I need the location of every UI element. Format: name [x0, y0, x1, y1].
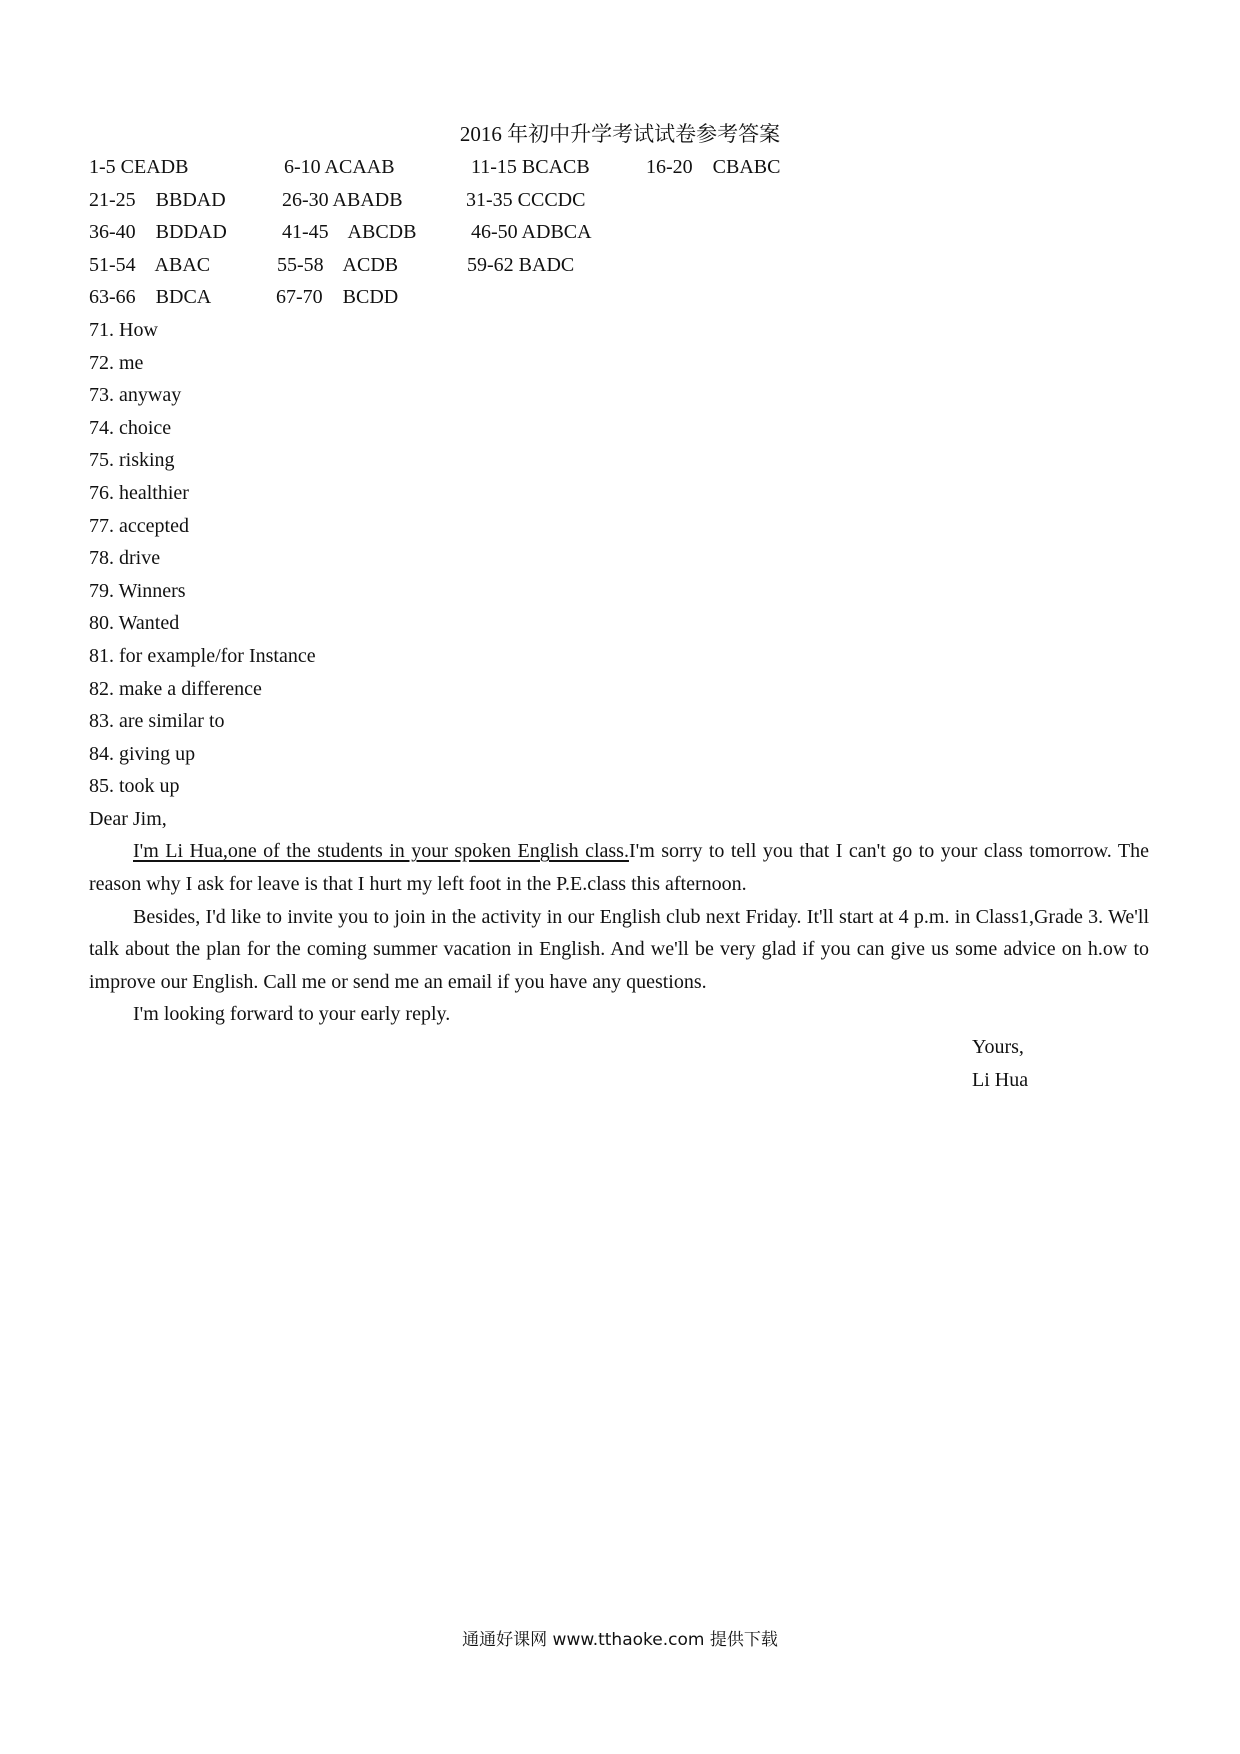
mc-answer: 46-50 ADBCA — [471, 221, 592, 244]
fill-in-answer: 85. took up — [89, 775, 180, 798]
letter-signature: Li Hua — [972, 1068, 1029, 1091]
fill-in-answer: 83. are similar to — [89, 710, 225, 733]
mc-answer: 51-54 ABAC — [89, 253, 211, 276]
answer-list — [89, 151, 1149, 1096]
mc-answer: 26-30 ABADB — [282, 188, 403, 211]
fill-in-answer: 78. drive — [89, 547, 161, 570]
fill-in-answer: 82. make a difference — [89, 677, 262, 700]
mc-answer: 55-58 ACDB — [277, 253, 399, 276]
mc-row — [89, 216, 1149, 249]
page-title: 2016 年初中升学考试试卷参考答案 — [459, 122, 781, 146]
mc-row — [89, 184, 1149, 217]
fill-in-answer: 73. anyway — [89, 384, 182, 407]
fill-in-answer: 81. for example/for Instance — [89, 644, 316, 667]
mc-answer: 21-25 BBDAD — [89, 188, 226, 211]
letter-closing-phrase: Yours, — [972, 1036, 1024, 1059]
mc-answer: 59-62 BADC — [467, 253, 575, 276]
mc-answer: 63-66 BDCA — [89, 286, 212, 309]
letter-paragraph: Besides, I'd like to invite you to join in the activity in our English club next Friday. It'll start at 4 p.m. in Class1,Grade 3. We'll talk about the plan for the coming summer vacation in English. And we'll be very glad if you can give us some advice on h.ow to improve our English. Call me or send me an email if you have any questions. — [89, 905, 1149, 993]
mc-answer: 6-10 ACAAB — [284, 156, 395, 178]
mc-answer: 67-70 BCDD — [276, 286, 399, 309]
fill-in-answer: 79. Winners — [89, 579, 186, 602]
letter-paragraph: I'm looking forward to your early reply. — [133, 1003, 451, 1026]
fill-in-answer: 77. accepted — [89, 514, 189, 537]
mc-answer: 11-15 BCACB — [471, 156, 590, 178]
mc-row — [89, 281, 1149, 314]
fill-in-answer: 84. giving up — [89, 742, 196, 765]
letter-salutation: Dear Jim, — [89, 807, 167, 830]
mc-answer: 16-20 CBABC — [646, 156, 781, 178]
fill-in-answer: 75. risking — [89, 449, 175, 472]
fill-in-answer: 76. healthier — [89, 481, 189, 504]
mc-answer: 1-5 CEADB — [89, 156, 189, 178]
fill-in-answer: 74. choice — [89, 416, 172, 439]
mc-answer: 36-40 BDDAD — [89, 221, 227, 244]
letter-paragraph — [89, 835, 1149, 900]
mc-answer: 31-35 CCCDC — [466, 188, 586, 211]
mc-answer: 41-45 ABCDB — [282, 221, 417, 244]
fill-in-answer: 80. Wanted — [89, 612, 180, 635]
fill-in-answer: 72. me — [89, 351, 144, 374]
letter-closing — [89, 1031, 1149, 1096]
letter-text: I'm sorry to tell you that I can't go to your class tomorrow. The reason why I ask for leave is that I hurt my left foot in the P.E.class this afternoon. — [89, 840, 1150, 896]
sample-letter — [89, 803, 1149, 1096]
mc-row — [89, 151, 1149, 184]
mc-row — [89, 249, 1149, 282]
page-footer: 通通好课网 www.tthaoke.com 提供下载 — [462, 1630, 778, 1650]
underlined-sentence: I'm Li Hua,one of the students in your spoken English class. — [133, 840, 629, 863]
fill-in-answer: 71. How — [89, 318, 158, 341]
